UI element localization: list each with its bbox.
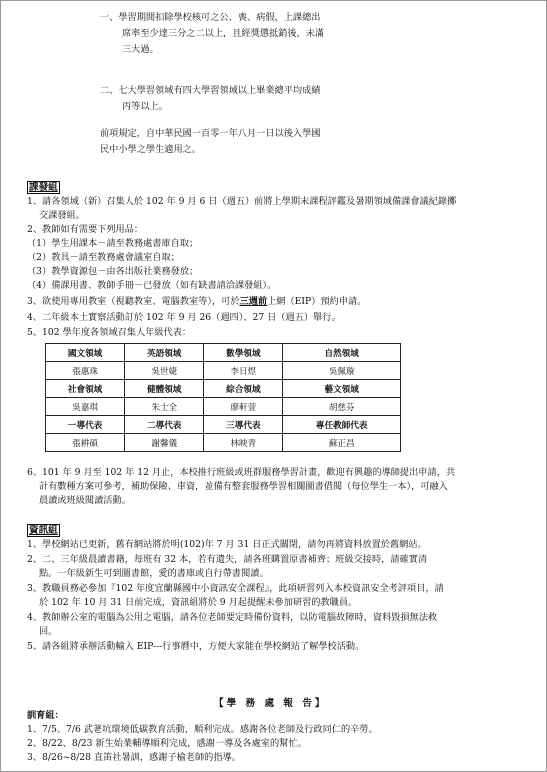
table-cell: 綜合領域 [204,380,283,398]
table-cell: 吳世婕 [125,362,204,380]
curriculum-item-2-sub-2: （2）教具－請至教務處會議室自取； [27,252,180,263]
curriculum-item-2: 2、教師如有需要下列用品： [27,224,144,235]
table-cell: 朱士全 [125,398,204,416]
criteria-note-line-1: 前項規定，自中華民國一百零一年八月一日以後入學國 [100,128,321,139]
table-cell: 一導代表 [46,416,125,434]
table-row [46,380,401,398]
table-cell: 自然領域 [283,344,401,362]
guidance-item-1: 1、7/5、7/6 武荖坑環境低碳教育活動，順利完成。感謝各位老師及行政同仁的辛勞。 [27,724,378,735]
table-cell: 胡慈芬 [283,398,401,416]
table-cell: 數學領域 [204,344,283,362]
infotech-item-4-line-2: 回。 [39,626,58,637]
table-cell: 林映青 [204,434,283,452]
guidance-heading: 訓育組： [27,710,64,721]
table-cell: 健體領域 [125,380,204,398]
curriculum-item-1-line-2: 交課發組。 [39,210,85,221]
infotech-item-2-line-1: 2、二、三年級晨讀書籍，每班有 32 本，若有遺失，請各班購置原書補齊；班級交接時，請確實清 [27,554,428,565]
table-cell: 吳嘉琪 [46,398,125,416]
infotech-item-1: 1、學校網站已更新，舊有網站將於明(102)年 7 月 31 日正式關閉，請勿再將資料放置於舊網站。 [27,539,427,550]
table-cell: 蘇正昌 [283,434,401,452]
infotech-item-5: 5、請各組將承辦活動輸入 EIP---行事曆中，方便大家能在學校網站了解學校活動。 [27,641,365,652]
infotech-item-3-line-1: 3、教職員務必參加『102 年度宜蘭縣國中小資訊安全課程』，此項研習列入本校資訊安全考評項目，請 [27,583,444,594]
curriculum-item-3-post: 上網（EIP）預約申請。 [267,296,367,307]
table-cell: 吳佩璇 [283,362,401,380]
criteria-note-line-2: 民中小學之學生適用之。 [100,144,202,155]
infotech-item-4-line-1: 4、教師辦公室的電腦為公用之電腦，請各位老師要定時備份資料，以防電腦故障時，資料毀損無法救 [27,612,438,623]
table-cell: 英語領域 [125,344,204,362]
curriculum-item-2-sub-4: （4）備課用書、教師手冊－已發放（如有缺書請洽課發組）。 [27,280,277,291]
curriculum-item-2-sub-1: （1）學生用課本－請至教務處書庫自取； [27,238,199,249]
table-row [46,362,401,380]
table-cell: 謝馨儀 [125,434,204,452]
infotech-item-2-line-2: 點。一年級新生可到圖書館，愛的書庫或自行帶書閱讀。 [39,568,269,579]
table-cell: 藝文領域 [283,380,401,398]
table-cell: 李日煜 [204,362,283,380]
table-cell: 張惠珠 [46,362,125,380]
curriculum-item-1-line-1: 1、請各領域（新）召集人於 102 年 9 月 6 日（週五）前將上學期末課程評鑑及暑期領域備課會議紀錄擲 [27,196,457,207]
table-cell: 社會領域 [46,380,125,398]
curriculum-item-6-line-1: 6、101 年 9 月至 102 年 12 月止，本校推行班級或班群服務學習計畫，歡迎有興趣的導師提出申請，共 [27,467,456,478]
curriculum-item-3-underlined: 三週前 [239,296,268,307]
criteria-item-1-line-3: 三大過。 [122,44,159,55]
report-title: 【學 務 處 報 告】 [214,698,328,709]
guidance-item-2: 2、8/22、8/23 新生始業輔導順利完成，感謝一導及各處室的幫忙。 [27,738,307,749]
table-cell: 二導代表 [125,416,204,434]
representatives-table [45,343,401,452]
curriculum-item-3 [27,295,366,308]
criteria-item-2-line-2: 丙等以上。 [122,101,168,112]
table-cell: 張耕碩 [46,434,125,452]
curriculum-item-2-sub-3: （3）教學資源包－由各出版社業務發放； [27,266,199,277]
criteria-item-2-line-1: 二、七大學習領域有四大學習領域以上畢業總平均成績 [100,85,321,96]
table-row [46,398,401,416]
table-row [46,344,401,362]
curriculum-item-6-line-3: 晨讀或班級閱讀活動。 [39,495,131,506]
table-cell: 三導代表 [204,416,283,434]
table-cell: 廖軒萱 [204,398,283,416]
curriculum-item-3-pre: 3、欲使用專用教室（視聽教室、電腦教室等），可於 [27,296,240,307]
curriculum-item-5: 5、102 學年度各領域召集人年級代表： [27,327,192,338]
infotech-item-3-line-2: 於 102 年 10 月 31 日前完成，資訊組將於 9 月起提醒未參加研習的教職員。 [39,597,358,608]
curriculum-heading: 課發組 [29,182,58,193]
curriculum-item-4: 4、二年級本土實察活動訂於 102 年 9 月 26（週四）、27 日（週五）舉行。 [27,312,341,323]
guidance-item-3: 3、8/26~8/28 直笛社暑訓，感謝子榆老師的指導。 [27,752,241,763]
infotech-heading: 資訊組 [29,525,58,536]
table-cell: 國文領域 [46,344,125,362]
criteria-item-1-line-1: 一、學習期間扣除學校核可之公、喪、病假，上課總出 [100,12,321,23]
table-row [46,416,401,434]
curriculum-item-6-line-2: 計有數種方案可參考，補助保險、車資，並備有整套服務學習相關圖書借閱（每位學生一本），可融入 [39,481,448,492]
criteria-item-1-line-2: 席率至少達三分之二以上，且經獎懲抵銷後，未滿 [122,28,325,39]
table-cell: 專任教師代表 [283,416,401,434]
table-row [46,434,401,452]
